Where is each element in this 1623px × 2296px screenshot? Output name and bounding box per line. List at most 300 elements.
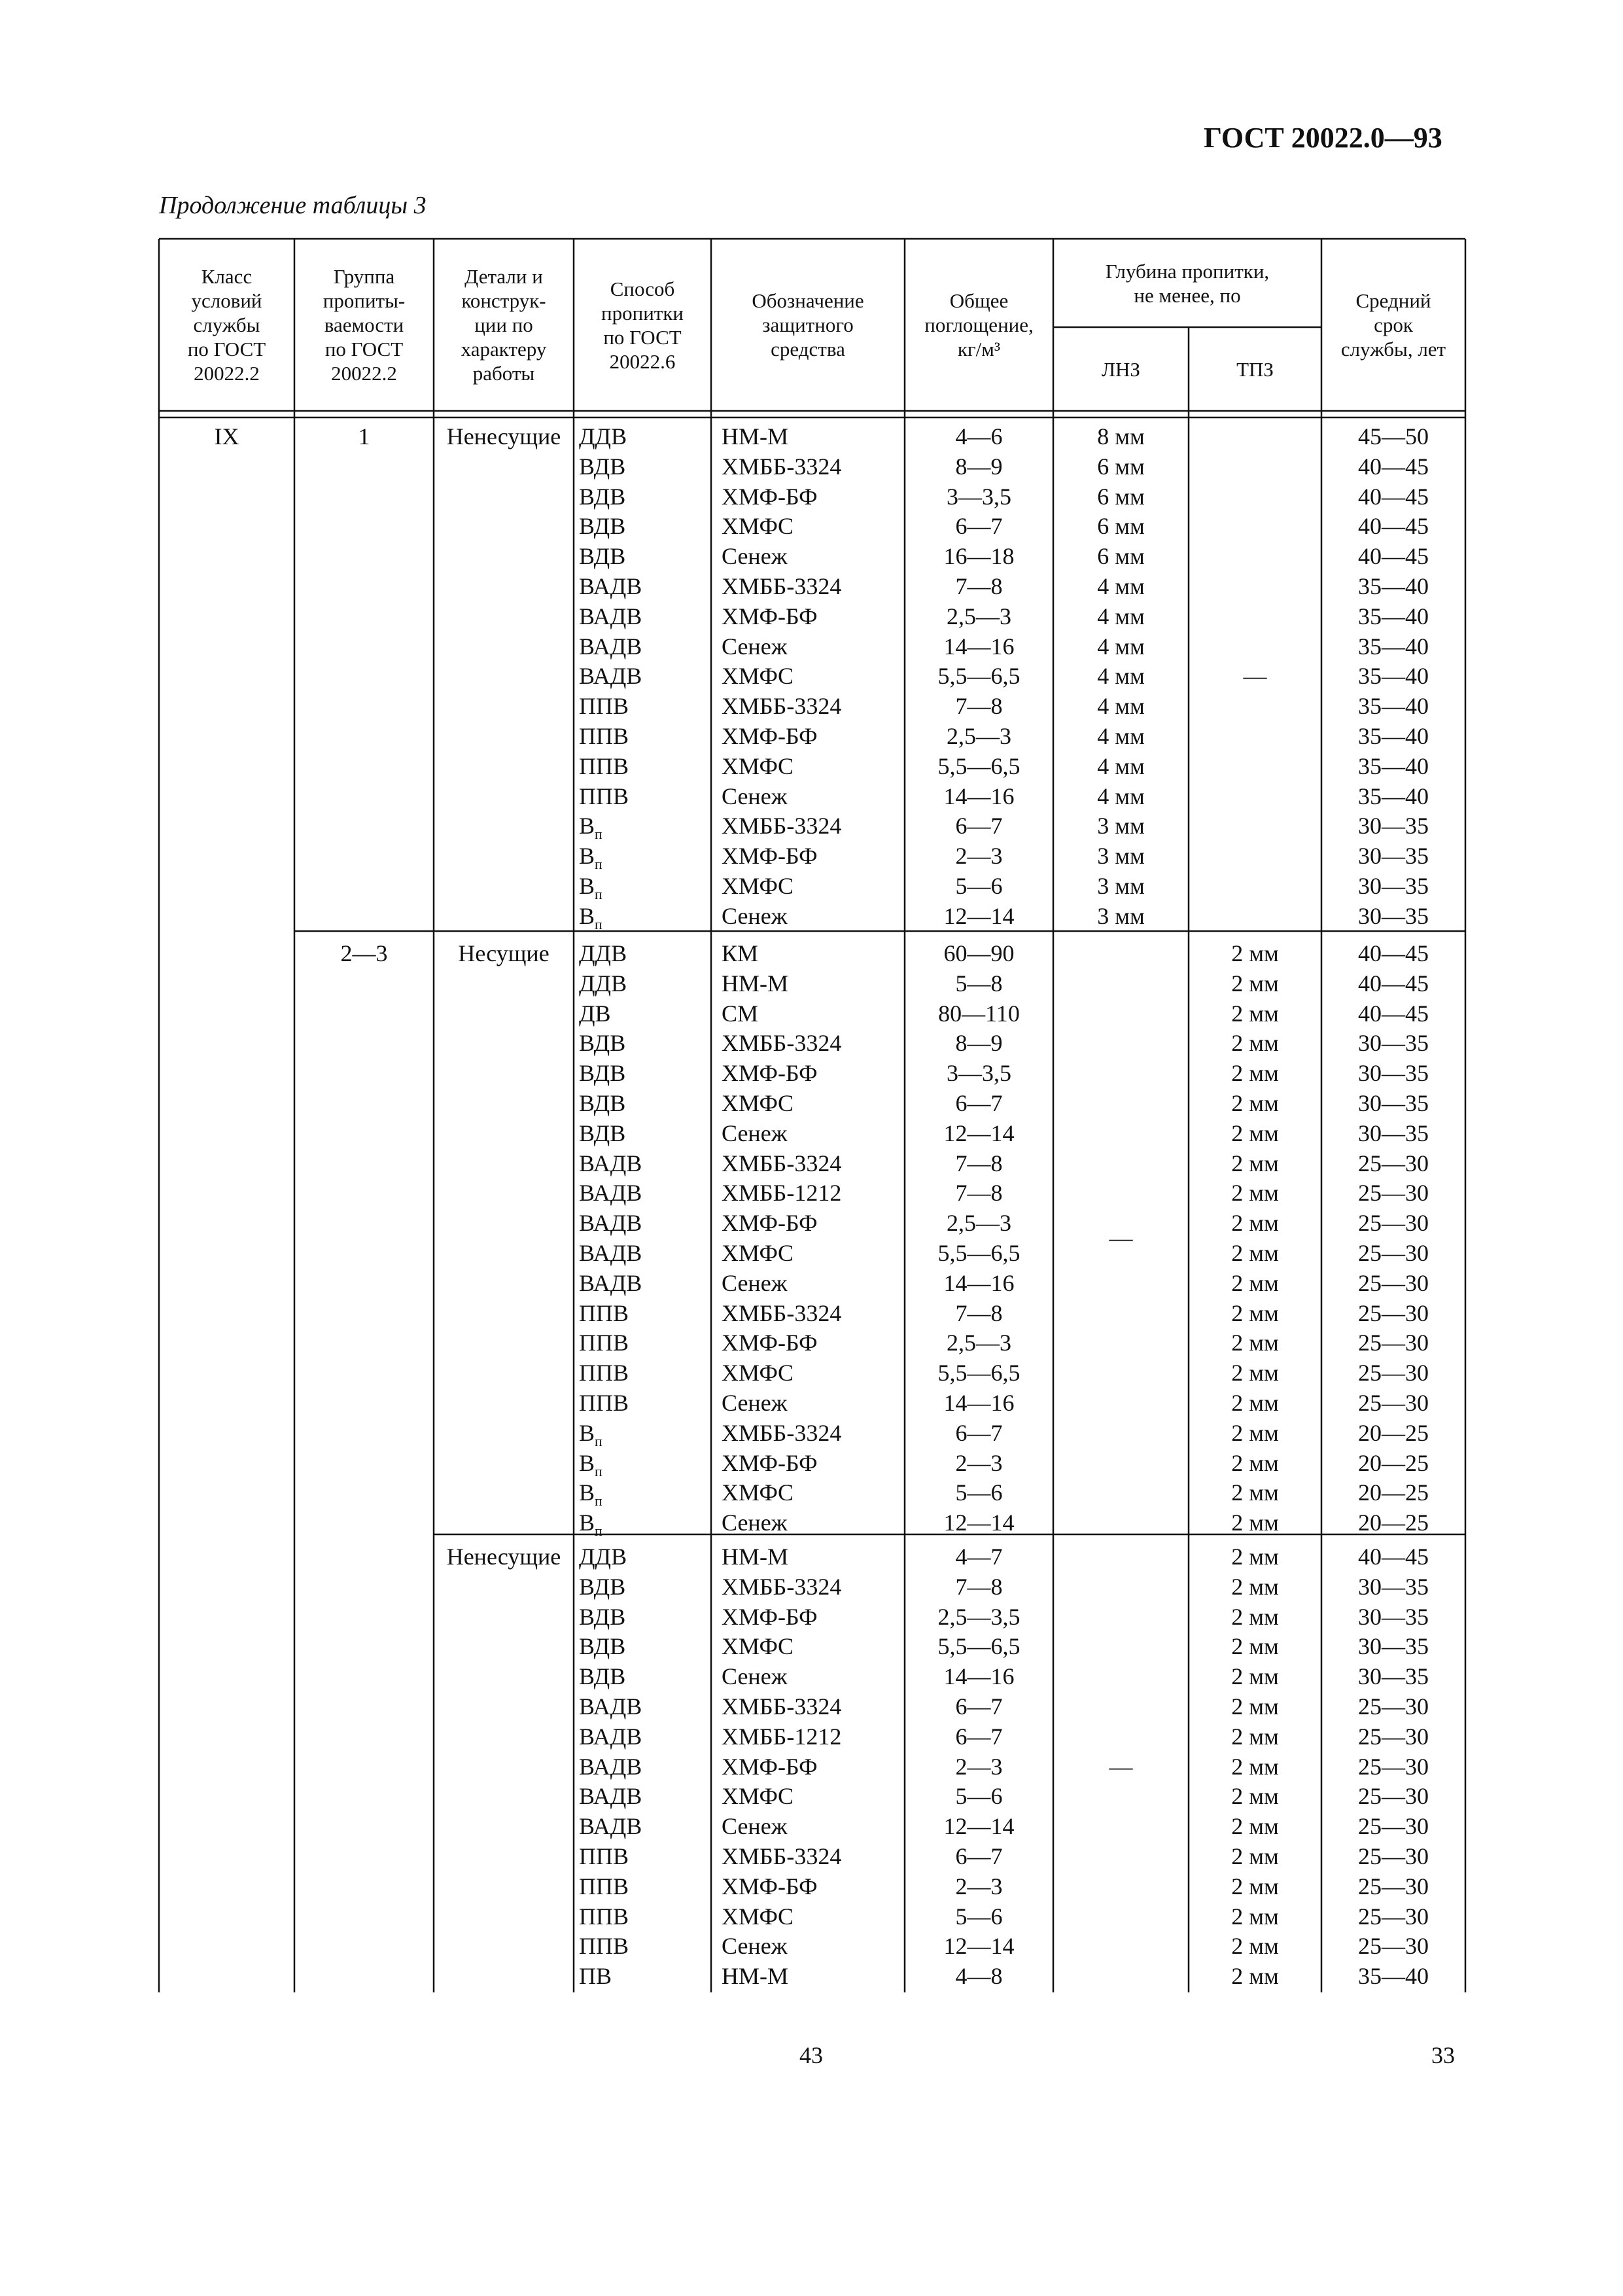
cell-srok: 30—35 [1358, 1060, 1429, 1087]
cell-oboznachenie: ХМББ-3324 [722, 1030, 842, 1057]
cell-lnz: 4 мм [1097, 783, 1145, 809]
cell-oboznachenie: ХМББ-3324 [722, 453, 842, 480]
sposob-label: ДВ [579, 1000, 611, 1027]
cell-srok: 30—35 [1358, 873, 1429, 899]
cell-sposob [579, 1602, 710, 1633]
cell-tpz: 2 мм [1231, 970, 1279, 997]
cell-pogloshchenie: 7—8 [955, 573, 1003, 599]
cell-gruppa: 1 [358, 423, 370, 450]
cell-tpz: 2 мм [1231, 1723, 1279, 1750]
cell-sposob [579, 939, 710, 969]
sposob-label: ВАДВ [579, 1723, 642, 1750]
cell-oboznachenie: ХМФС [722, 663, 794, 690]
sposob-label: ВДВ [579, 1633, 626, 1660]
cell-oboznachenie: ХМФ-БФ [722, 1449, 818, 1476]
header-gruppa: Группа пропиты- ваемости по ГОСТ 20022.2 [323, 265, 406, 385]
cell-srok: 25—30 [1358, 1269, 1429, 1296]
cell-lnz: 4 мм [1097, 752, 1145, 779]
cell-srok: 30—35 [1358, 1603, 1429, 1630]
cell-oboznachenie: ХМФ-БФ [722, 1603, 818, 1630]
cell-tpz-merged: — [1243, 663, 1267, 690]
cell-pogloshchenie: 60—90 [943, 940, 1015, 966]
sposob-label: ППВ [579, 1360, 629, 1386]
cell-srok: 40—45 [1358, 940, 1429, 966]
cell-pogloshchenie: 8—9 [955, 453, 1003, 480]
sposob-label: ВДВ [579, 483, 626, 510]
cell-pogloshchenie: 12—14 [943, 1933, 1015, 1960]
cell-srok: 25—30 [1358, 1180, 1429, 1207]
cell-oboznachenie: Сенеж [722, 1510, 788, 1536]
cell-srok: 25—30 [1358, 1330, 1429, 1356]
cell-sposob [579, 811, 710, 841]
cell-tpz: 2 мм [1231, 1663, 1279, 1690]
cell-sposob [579, 1209, 710, 1239]
cell-sposob [579, 1239, 710, 1269]
cell-oboznachenie: ХМББ-3324 [722, 1843, 842, 1869]
cell-sposob [579, 1572, 710, 1602]
cell-srok: 25—30 [1358, 1299, 1429, 1326]
cell-pogloshchenie: 2,5—3 [947, 603, 1011, 629]
cell-srok: 25—30 [1358, 1240, 1429, 1266]
cell-tpz: 2 мм [1231, 1633, 1279, 1660]
cell-lnz: 6 мм [1097, 483, 1145, 510]
cell-tpz: 2 мм [1231, 1150, 1279, 1176]
cell-pogloshchenie: 4—8 [955, 1963, 1003, 1990]
cell-oboznachenie: ХМББ-3324 [722, 693, 842, 720]
cell-pogloshchenie: 2,5—3 [947, 723, 1011, 749]
header-detali: Детали и конструк- ции по характеру работы [461, 265, 547, 385]
cell-tpz: 2 мм [1231, 1360, 1279, 1386]
cell-srok: 35—40 [1358, 663, 1429, 690]
sposob-label: ВДВ [579, 1663, 626, 1690]
cell-sposob [579, 1178, 710, 1209]
cell-sposob [579, 1089, 710, 1119]
cell-pogloshchenie: 2—3 [955, 1449, 1003, 1476]
sposob-label: ДДВ [579, 1544, 627, 1570]
cell-pogloshchenie: 6—7 [955, 513, 1003, 540]
cell-srok: 35—40 [1358, 603, 1429, 629]
cell-srok: 30—35 [1358, 1030, 1429, 1057]
cell-lnz: 4 мм [1097, 603, 1145, 629]
cell-oboznachenie: НМ-М [722, 423, 789, 450]
cell-srok: 45—50 [1358, 423, 1429, 450]
cell-sposob [579, 512, 710, 542]
cell-detali: Ненесущие [446, 1544, 561, 1570]
sposob-label: ВАДВ [579, 603, 642, 629]
cell-srok: 25—30 [1358, 1873, 1429, 1899]
cell-sposob [579, 1149, 710, 1179]
sposob-label: ПВ [579, 1963, 612, 1990]
sposob-label: В [579, 902, 595, 929]
cell-lnz: 4 мм [1097, 723, 1145, 749]
cell-sposob [579, 1542, 710, 1572]
cell-oboznachenie: ХМФ-БФ [722, 483, 818, 510]
cell-srok: 20—25 [1358, 1510, 1429, 1536]
cell-oboznachenie: ХМББ-3324 [722, 573, 842, 599]
cell-srok: 25—30 [1358, 1390, 1429, 1416]
cell-sposob [579, 1269, 710, 1299]
cell-oboznachenie: ХМФ-БФ [722, 1210, 818, 1237]
cell-oboznachenie: ХМФС [722, 1090, 794, 1116]
cell-srok: 35—40 [1358, 1963, 1429, 1990]
cell-srok: 40—45 [1358, 1000, 1429, 1027]
cell-oboznachenie: ХМФС [722, 873, 794, 899]
cell-srok: 30—35 [1358, 813, 1429, 839]
sposob-label: ВДВ [579, 513, 626, 540]
sposob-label: В [579, 1449, 595, 1476]
cell-tpz: 2 мм [1231, 1603, 1279, 1630]
cell-tpz: 2 мм [1231, 1544, 1279, 1570]
cell-srok: 35—40 [1358, 783, 1429, 809]
sposob-label: ППВ [579, 783, 629, 809]
cell-oboznachenie: Сенеж [722, 1663, 788, 1690]
cell-sposob [579, 969, 710, 999]
cell-oboznachenie: ХМФС [722, 752, 794, 779]
cell-sposob [579, 1358, 710, 1388]
cell-pogloshchenie: 6—7 [955, 1419, 1003, 1446]
header-srok: Средний срок службы, лет [1340, 289, 1446, 361]
cell-srok: 30—35 [1358, 1633, 1429, 1660]
cell-pogloshchenie: 2—3 [955, 1873, 1003, 1899]
header-glubina: Глубина пропитки, не менее, по [1105, 259, 1270, 307]
cell-pogloshchenie: 12—14 [943, 1813, 1015, 1840]
cell-tpz: 2 мм [1231, 1510, 1279, 1536]
cell-sposob [579, 692, 710, 722]
cell-sposob [579, 1962, 710, 1992]
cell-oboznachenie: НМ-М [722, 1544, 789, 1570]
cell-sposob [579, 722, 710, 752]
cell-srok: 30—35 [1358, 1090, 1429, 1116]
cell-oboznachenie: ХМББ-3324 [722, 1419, 842, 1446]
sposob-subscript: п [595, 915, 602, 932]
cell-sposob [579, 542, 710, 572]
cell-oboznachenie: ХМФ-БФ [722, 603, 818, 629]
sposob-label: ДДВ [579, 970, 627, 997]
cell-pogloshchenie: 5,5—6,5 [937, 752, 1021, 779]
sposob-label: ВДВ [579, 543, 626, 570]
cell-tpz: 2 мм [1231, 1903, 1279, 1930]
cell-pogloshchenie: 2,5—3 [947, 1330, 1011, 1356]
cell-pogloshchenie: 7—8 [955, 1180, 1003, 1207]
cell-lnz: 3 мм [1097, 873, 1145, 899]
cell-sposob [579, 1419, 710, 1449]
sposob-label: ВАДВ [579, 1783, 642, 1810]
cell-sposob [579, 1692, 710, 1722]
sposob-subscript: п [595, 886, 602, 903]
document-code: ГОСТ 20022.0—93 [1204, 122, 1442, 154]
cell-pogloshchenie: 5—8 [955, 970, 1003, 997]
cell-sposob [579, 1299, 710, 1329]
cell-oboznachenie: ХМББ-1212 [722, 1180, 842, 1207]
sposob-label: ППВ [579, 1330, 629, 1356]
cell-oboznachenie: НМ-М [722, 970, 789, 997]
cell-pogloshchenie: 5—6 [955, 1479, 1003, 1506]
cell-sposob [579, 1872, 710, 1902]
cell-pogloshchenie: 16—18 [943, 543, 1015, 570]
cell-tpz: 2 мм [1231, 1180, 1279, 1207]
page-number-left: 43 [799, 2042, 823, 2068]
cell-sposob [579, 572, 710, 602]
cell-oboznachenie: ХМББ-3324 [722, 813, 842, 839]
sposob-label: ВАДВ [579, 663, 642, 690]
cell-oboznachenie: ХМФ-БФ [722, 1873, 818, 1899]
cell-tpz: 2 мм [1231, 1783, 1279, 1810]
cell-sposob [579, 1632, 710, 1662]
sposob-label: ППВ [579, 1299, 629, 1326]
sposob-label: ППВ [579, 1390, 629, 1416]
sposob-label: ВАДВ [579, 633, 642, 660]
sposob-label: ППВ [579, 1903, 629, 1930]
cell-oboznachenie: ХМФ-БФ [722, 1753, 818, 1780]
cell-tpz: 2 мм [1231, 1843, 1279, 1869]
cell-oboznachenie: ХМФ-БФ [722, 1060, 818, 1087]
cell-lnz-merged: — [1109, 1753, 1133, 1780]
cell-pogloshchenie: 5,5—6,5 [937, 1360, 1021, 1386]
cell-srok: 35—40 [1358, 573, 1429, 599]
cell-oboznachenie: СМ [722, 1000, 759, 1027]
cell-sposob [579, 1902, 710, 1932]
sposob-label: ВАДВ [579, 1813, 642, 1840]
cell-srok: 30—35 [1358, 1120, 1429, 1146]
cell-sposob [579, 872, 710, 902]
sposob-label: ВАДВ [579, 1210, 642, 1237]
cell-tpz: 2 мм [1231, 1060, 1279, 1087]
header-lnz: ЛНЗ [1102, 357, 1140, 381]
cell-srok: 25—30 [1358, 1150, 1429, 1176]
cell-oboznachenie: ХМББ-3324 [722, 1150, 842, 1176]
sposob-label: ВАДВ [579, 1180, 642, 1207]
cell-pogloshchenie: 3—3,5 [947, 1060, 1011, 1087]
cell-tpz: 2 мм [1231, 1813, 1279, 1840]
cell-sposob [579, 1478, 710, 1508]
cell-sposob [579, 1508, 710, 1538]
cell-srok: 35—40 [1358, 633, 1429, 660]
cell-pogloshchenie: 6—7 [955, 1693, 1003, 1720]
cell-lnz: 6 мм [1097, 543, 1145, 570]
sposob-label: ДДВ [579, 940, 627, 966]
cell-oboznachenie: ХМФС [722, 1903, 794, 1930]
sposob-label: ВДВ [579, 453, 626, 480]
cell-srok: 25—30 [1358, 1360, 1429, 1386]
cell-tpz: 2 мм [1231, 1299, 1279, 1326]
cell-srok: 40—45 [1358, 1544, 1429, 1570]
cell-sposob [579, 1812, 710, 1842]
cell-srok: 25—30 [1358, 1210, 1429, 1237]
cell-pogloshchenie: 12—14 [943, 902, 1015, 929]
page-number-right: 33 [1431, 2042, 1455, 2068]
cell-lnz: 6 мм [1097, 453, 1145, 480]
cell-srok: 20—25 [1358, 1479, 1429, 1506]
cell-srok: 25—30 [1358, 1783, 1429, 1810]
sposob-label: ВДВ [579, 1603, 626, 1630]
sposob-label: ВАДВ [579, 1753, 642, 1780]
cell-pogloshchenie: 7—8 [955, 1299, 1003, 1326]
cell-srok: 30—35 [1358, 1573, 1429, 1600]
cell-sposob [579, 1059, 710, 1089]
sposob-subscript: п [595, 1432, 602, 1449]
cell-srok: 25—30 [1358, 1843, 1429, 1869]
sposob-label: ВДВ [579, 1573, 626, 1600]
cell-oboznachenie: Сенеж [722, 783, 788, 809]
sposob-label: В [579, 1419, 595, 1446]
cell-sposob [579, 662, 710, 692]
cell-sposob [579, 999, 710, 1029]
cell-tpz: 2 мм [1231, 1419, 1279, 1446]
cell-lnz-merged: — [1109, 1225, 1133, 1252]
header-sposob: Способ пропитки по ГОСТ 20022.6 [601, 277, 684, 373]
cell-sposob [579, 841, 710, 872]
cell-pogloshchenie: 6—7 [955, 1723, 1003, 1750]
cell-gruppa: 2—3 [340, 940, 388, 966]
cell-srok: 30—35 [1358, 843, 1429, 870]
cell-srok: 25—30 [1358, 1933, 1429, 1960]
cell-srok: 25—30 [1358, 1813, 1429, 1840]
cell-tpz: 2 мм [1231, 1693, 1279, 1720]
cell-oboznachenie: Сенеж [722, 1269, 788, 1296]
cell-pogloshchenie: 14—16 [943, 1390, 1015, 1416]
sposob-label: ППВ [579, 1843, 629, 1869]
cell-srok: 40—45 [1358, 513, 1429, 540]
cell-lnz: 4 мм [1097, 663, 1145, 690]
cell-srok: 35—40 [1358, 752, 1429, 779]
cell-pogloshchenie: 6—7 [955, 1843, 1003, 1869]
sposob-label: В [579, 873, 595, 899]
cell-tpz: 2 мм [1231, 1000, 1279, 1027]
cell-pogloshchenie: 14—16 [943, 633, 1015, 660]
cell-srok: 25—30 [1358, 1753, 1429, 1780]
cell-oboznachenie: ХМФ-БФ [722, 723, 818, 749]
cell-oboznachenie: ХМФ-БФ [722, 1330, 818, 1356]
sposob-label: ВАДВ [579, 1150, 642, 1176]
header-oboznachenie: Обозначение защитного средства [752, 289, 864, 361]
cell-pogloshchenie: 5—6 [955, 1783, 1003, 1810]
sposob-subscript: п [595, 1523, 602, 1540]
cell-srok: 25—30 [1358, 1693, 1429, 1720]
cell-sposob [579, 422, 710, 452]
sposob-label: В [579, 1510, 595, 1536]
sposob-label: ВДВ [579, 1120, 626, 1146]
cell-oboznachenie: ХМББ-3324 [722, 1693, 842, 1720]
sposob-label: ППВ [579, 723, 629, 749]
sposob-label: ВАДВ [579, 1240, 642, 1266]
cell-pogloshchenie: 2—3 [955, 1753, 1003, 1780]
cell-oboznachenie: ХМФС [722, 1783, 794, 1810]
cell-srok: 40—45 [1358, 543, 1429, 570]
cell-srok: 25—30 [1358, 1723, 1429, 1750]
cell-sposob [579, 752, 710, 782]
cell-tpz: 2 мм [1231, 1479, 1279, 1506]
cell-tpz: 2 мм [1231, 1240, 1279, 1266]
cell-srok: 20—25 [1358, 1419, 1429, 1446]
cell-lnz: 8 мм [1097, 423, 1145, 450]
header-klass: Класс условий службы по ГОСТ 20022.2 [187, 265, 266, 385]
cell-srok: 40—45 [1358, 483, 1429, 510]
sposob-label: ППВ [579, 1933, 629, 1960]
cell-oboznachenie: ХМФ-БФ [722, 843, 818, 870]
sposob-label: В [579, 843, 595, 870]
cell-oboznachenie: КМ [722, 940, 759, 966]
cell-sposob [579, 1662, 710, 1692]
cell-oboznachenie: ХМФС [722, 1479, 794, 1506]
cell-pogloshchenie: 7—8 [955, 1150, 1003, 1176]
sposob-label: ППВ [579, 752, 629, 779]
sposob-label: В [579, 813, 595, 839]
header-tpz: ТПЗ [1236, 357, 1274, 381]
sposob-label: ВАДВ [579, 573, 642, 599]
cell-pogloshchenie: 3—3,5 [947, 483, 1011, 510]
cell-tpz: 2 мм [1231, 1330, 1279, 1356]
cell-tpz: 2 мм [1231, 1933, 1279, 1960]
sposob-subscript: п [595, 1492, 602, 1510]
cell-oboznachenie: ХМФС [722, 513, 794, 540]
cell-tpz: 2 мм [1231, 1390, 1279, 1416]
cell-sposob [579, 1328, 710, 1358]
cell-pogloshchenie: 4—7 [955, 1544, 1003, 1570]
cell-sposob [579, 632, 710, 662]
sposob-label: ВДВ [579, 1090, 626, 1116]
cell-sposob [579, 782, 710, 812]
cell-srok: 35—40 [1358, 723, 1429, 749]
cell-oboznachenie: Сенеж [722, 633, 788, 660]
cell-srok: 40—45 [1358, 970, 1429, 997]
cell-sposob [579, 452, 710, 482]
cell-pogloshchenie: 14—16 [943, 783, 1015, 809]
sposob-subscript: п [595, 856, 602, 873]
cell-pogloshchenie: 7—8 [955, 693, 1003, 720]
cell-tpz: 2 мм [1231, 1753, 1279, 1780]
cell-sposob [579, 1388, 710, 1419]
cell-sposob [579, 1119, 710, 1149]
cell-pogloshchenie: 14—16 [943, 1269, 1015, 1296]
cell-tpz: 2 мм [1231, 1269, 1279, 1296]
cell-tpz: 2 мм [1231, 1120, 1279, 1146]
cell-sposob [579, 1722, 710, 1752]
cell-lnz: 4 мм [1097, 693, 1145, 720]
cell-detali: Несущие [458, 940, 550, 966]
cell-tpz: 2 мм [1231, 1210, 1279, 1237]
cell-pogloshchenie: 5,5—6,5 [937, 1240, 1021, 1266]
cell-sposob [579, 1029, 710, 1059]
cell-oboznachenie: Сенеж [722, 1813, 788, 1840]
cell-detali: Ненесущие [446, 423, 561, 450]
cell-oboznachenie: ХМФС [722, 1240, 794, 1266]
cell-pogloshchenie: 2,5—3 [947, 1210, 1011, 1237]
cell-srok: 20—25 [1358, 1449, 1429, 1476]
cell-tpz: 2 мм [1231, 940, 1279, 966]
cell-lnz: 4 мм [1097, 633, 1145, 660]
cell-pogloshchenie: 5,5—6,5 [937, 663, 1021, 690]
sposob-label: ВАДВ [579, 1269, 642, 1296]
cell-sposob [579, 1782, 710, 1812]
table-caption: Продолжение таблицы 3 [159, 192, 427, 219]
sposob-subscript: п [595, 1462, 602, 1479]
cell-oboznachenie: Сенеж [722, 1120, 788, 1146]
cell-oboznachenie: ХМББ-3324 [722, 1299, 842, 1326]
cell-sposob [579, 602, 710, 632]
cell-oboznachenie: Сенеж [722, 1933, 788, 1960]
cell-tpz: 2 мм [1231, 1963, 1279, 1990]
cell-pogloshchenie: 2,5—3,5 [937, 1603, 1021, 1630]
cell-lnz: 3 мм [1097, 813, 1145, 839]
cell-lnz: 3 мм [1097, 902, 1145, 929]
cell-pogloshchenie: 8—9 [955, 1030, 1003, 1057]
header-pogloshchenie: Общее поглощение, кг/м³ [924, 289, 1034, 361]
sposob-label: ППВ [579, 1873, 629, 1899]
cell-srok: 35—40 [1358, 693, 1429, 720]
cell-tpz: 2 мм [1231, 1449, 1279, 1476]
cell-pogloshchenie: 4—6 [955, 423, 1003, 450]
sposob-subscript: п [595, 826, 602, 843]
